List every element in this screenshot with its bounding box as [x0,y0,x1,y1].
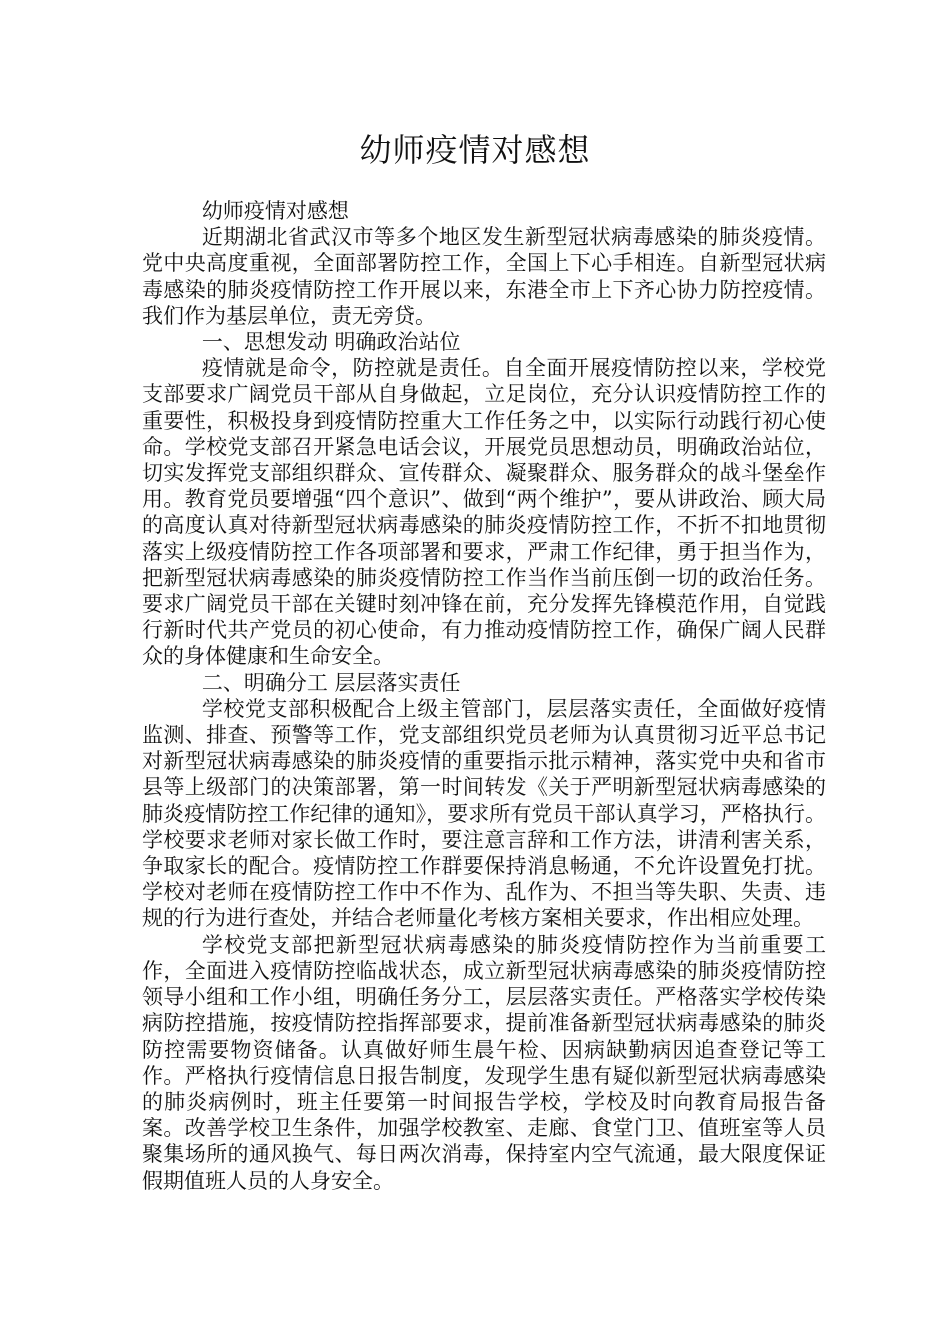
document-title: 幼师疫情对感想 [359,131,591,169]
section-2-paragraph-2: 学校党支部把新型冠状病毒感染的肺炎疫情防控作为当前重要工作，全面进入疫情防控临战状态，成立新型冠状病毒感染的肺炎疫情防控领导小组和工作小组，明确任务分工，层层落实责任。严格落实学校传染病防控措施，按疫情防控指挥部要求，提前准备新型冠状病毒感染的肺炎防控需要物资储备。认真做好师生晨午检、因病缺勤病因追查登记等工作。严格执行疫情信息日报告制度，发现学生患有疑似新型冠状病毒感染的肺炎病例时，班主任要第一时间报告学校，学校及时向教育局报告备案。改善学校卫生条件，加强学校教室、走廊、食堂门卫、值班室等人员聚集场所的通风换气、每日两次消毒，保持室内空气流通，最大限度保证假期值班人员的人身安全。 [142,932,826,1193]
document-body [142,198,826,1194]
section-heading-1: 一、思想发动 明确政治站位 [201,330,461,355]
section-2-paragraph-1: 学校党支部积极配合上级主管部门，层层落实责任，全面做好疫情监测、排查、预警等工作，党支部组织党员老师为认真贯彻习近平总书记对新型冠状病毒感染的肺炎疫情的重要指示批示精神，落实党中央和省市县等上级部门的决策部署，第一时间转发《关于严明新型冠状病毒感染的肺炎疫情防控工作纪律的通知》，要求所有党员干部认真学习，严格执行。学校要求老师对家长做工作时，要注意言辞和工作方法，讲清利害关系，争取家长的配合。疫情防控工作群要保持消息畅通，不允许设置免打扰。学校对老师在疫情防控工作中不作为、乱作为、不担当等失职、失责、违规的行为进行查处，并结合老师量化考核方案相关要求，作出相应处理。 [142,696,826,931]
section-heading-2: 二、明确分工 层层落实责任 [201,670,461,695]
section-1-paragraph: 疫情就是命令，防控就是责任。自全面开展疫情防控以来，学校党支部要求广阔党员干部从自身做起，立足岗位，充分认识疫情防控工作的重要性，积极投身到疫情防控重大工作任务之中，以实际行动践行初心使命。学校党支部召开紧急电话会议，开展党员思想动员，明确政治站位，切实发挥党支部组织群众、宣传群众、凝聚群众、服务群众的战斗堡垒作用。教育党员要增强“四个意识”、做到“两个维护”，要从讲政治、顾大局的高度认真对待新型冠状病毒感染的肺炎疫情防控工作，不折不扣地贯彻落实上级疫情防控工作各项部署和要求，严肃工作纪律，勇于担当作为，把新型冠状病毒感染的肺炎疫情防控工作当作当前压倒一切的政治任务。要求广阔党员干部在关键时刻冲锋在前，充分发挥先锋模范作用，自觉践行新时代共产党员的初心使命，有力推动疫情防控工作，确保广阔人民群众的身体健康和生命安全。 [142,356,826,669]
document-subtitle: 幼师疫情对感想 [201,199,349,223]
intro-paragraph: 近期湖北省武汉市等多个地区发生新型冠状病毒感染的肺炎疫情。党中央高度重视，全面部署防控工作，全国上下心手相连。自新型冠状病毒感染的肺炎疫情防控工作开展以来，东港全市上下齐心协力防控疫情。我们作为基层单位，责无旁贷。 [142,225,826,328]
